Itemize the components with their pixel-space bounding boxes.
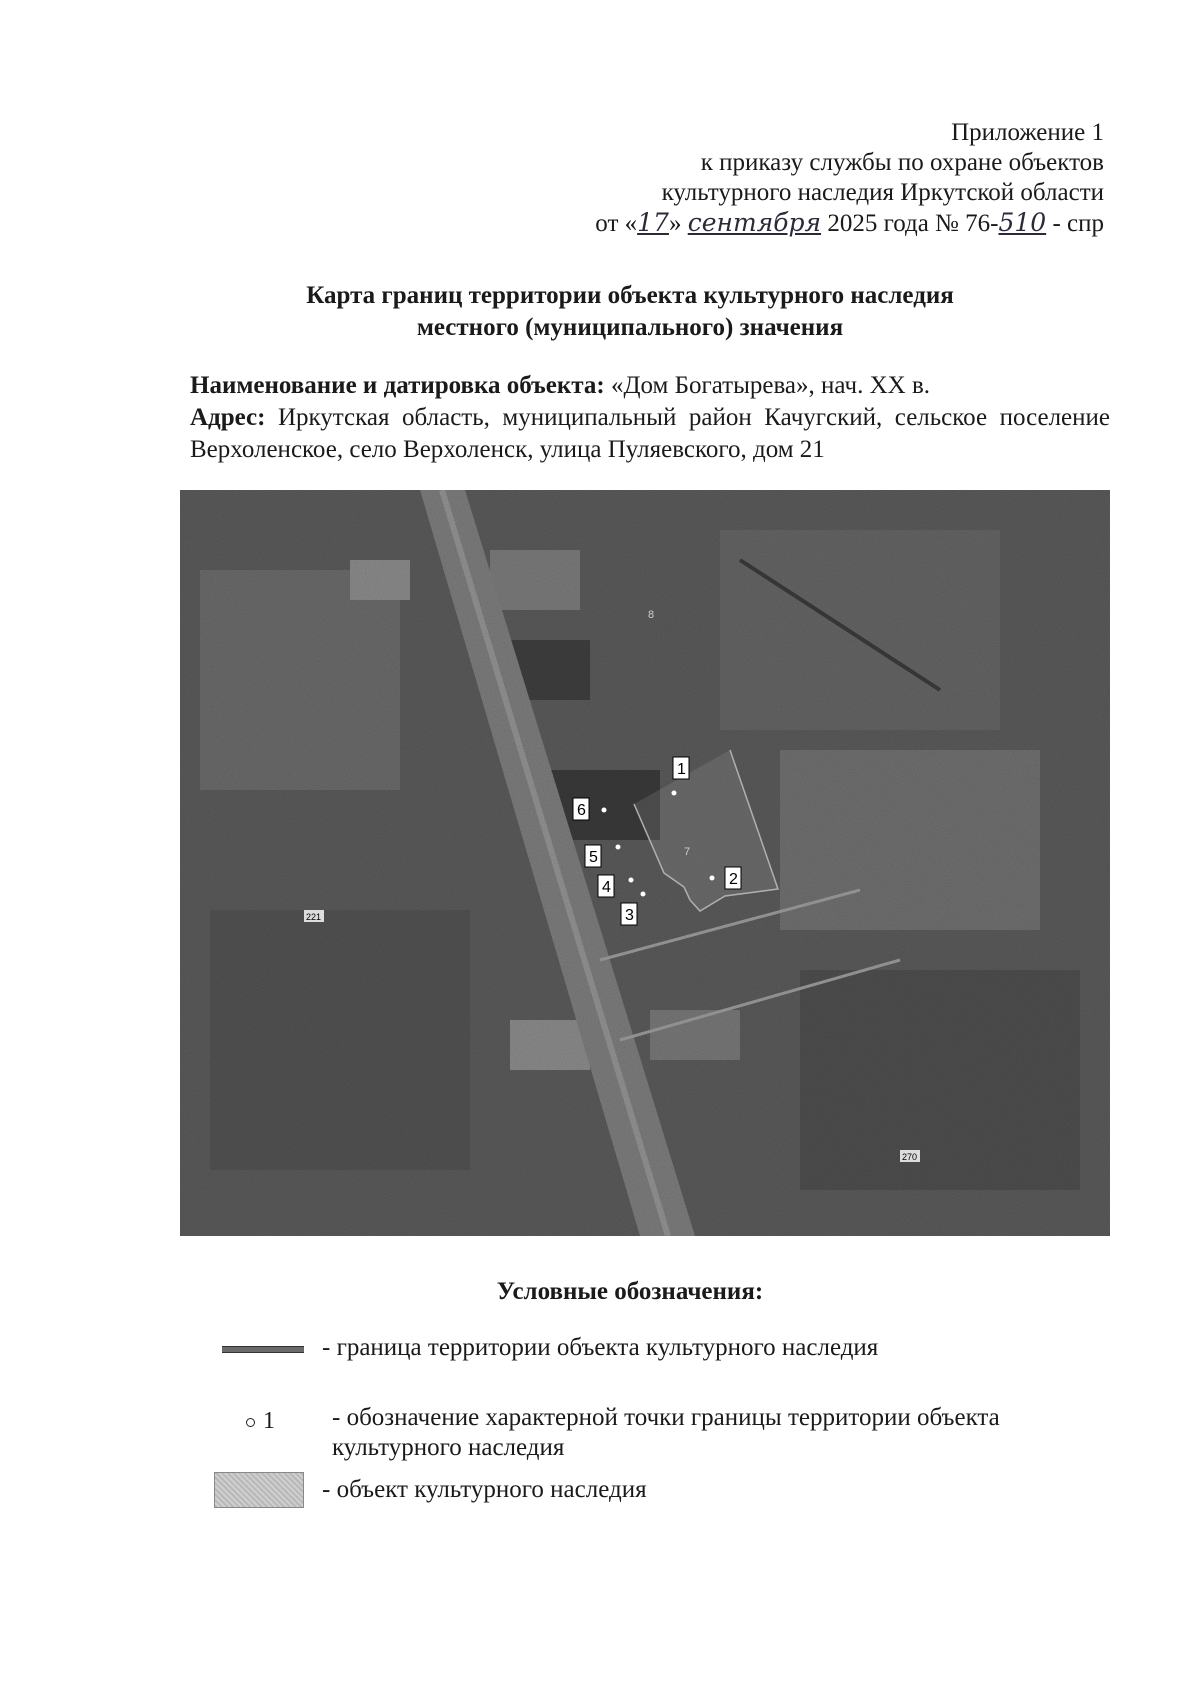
legend-boundary-text: - граница территории объекта культурного наследия <box>322 1334 879 1361</box>
legend-object-text: - объект культурного наследия <box>322 1476 647 1503</box>
point-4-label: 4 <box>602 879 611 896</box>
object-name-value: «Дом Богатырева», нач. XX в. <box>604 372 930 399</box>
object-address <box>190 402 1110 466</box>
date-mid: » <box>668 210 688 237</box>
point-3-label: 3 <box>625 907 634 924</box>
point-7-label: 7 <box>684 846 691 858</box>
point-5-label: 5 <box>589 849 598 866</box>
object-name-label: Наименование и датировка объекта: <box>190 372 605 399</box>
document-title <box>180 280 1080 344</box>
appendix-line3: культурного наследия Иркутской области <box>661 179 1104 206</box>
legend-title: Условные обозначения: <box>496 1278 764 1305</box>
appendix-header <box>464 118 1104 239</box>
date-year: 2025 года № 76- <box>821 210 999 237</box>
order-suffix: - спр <box>1046 210 1104 237</box>
appendix-date-line <box>464 208 1104 239</box>
legend-point-text-1: - обозначение характерной точки границы территории объекта <box>332 1404 1000 1431</box>
house-number-221 <box>304 910 324 922</box>
date-day: 17 <box>637 208 669 237</box>
svg-text:221: 221 <box>306 912 322 922</box>
appendix-line2: к приказу службы по охране объектов <box>700 149 1104 176</box>
object-address-label: Адрес: <box>190 404 266 431</box>
house-number-270 <box>900 1150 920 1162</box>
legend-point-text-2: культурного наследия <box>332 1434 565 1461</box>
point-8-label: 8 <box>648 609 655 621</box>
order-number: 510 <box>998 208 1047 237</box>
object-info <box>190 370 1110 466</box>
legend-boundary-swatch <box>222 1346 304 1353</box>
title-line1: Карта границ территории объекта культурного наследия <box>306 282 954 309</box>
title-line2: местного (муниципального) значения <box>416 314 844 341</box>
svg-text:270: 270 <box>902 1152 918 1162</box>
point-circle-icon <box>246 1418 255 1427</box>
point-6-label: 6 <box>577 802 586 819</box>
legend-point-symbol <box>246 1408 275 1435</box>
date-prefix: от « <box>595 210 638 237</box>
legend-object-swatch <box>214 1472 304 1508</box>
appendix-line1: Приложение 1 <box>951 119 1104 146</box>
point-2-label: 2 <box>729 871 738 888</box>
point-1-label: 1 <box>677 761 686 778</box>
object-address-value: Иркутская область, муниципальный район Качугский, сельское поселение Верхоленское, село Верхоленск, улица Пуляевского, дом 21 <box>190 404 1110 463</box>
date-month: сентября <box>687 208 822 237</box>
satellite-map <box>180 490 1110 1236</box>
object-name <box>190 370 1110 402</box>
legend-point-number: 1 <box>263 1408 275 1434</box>
